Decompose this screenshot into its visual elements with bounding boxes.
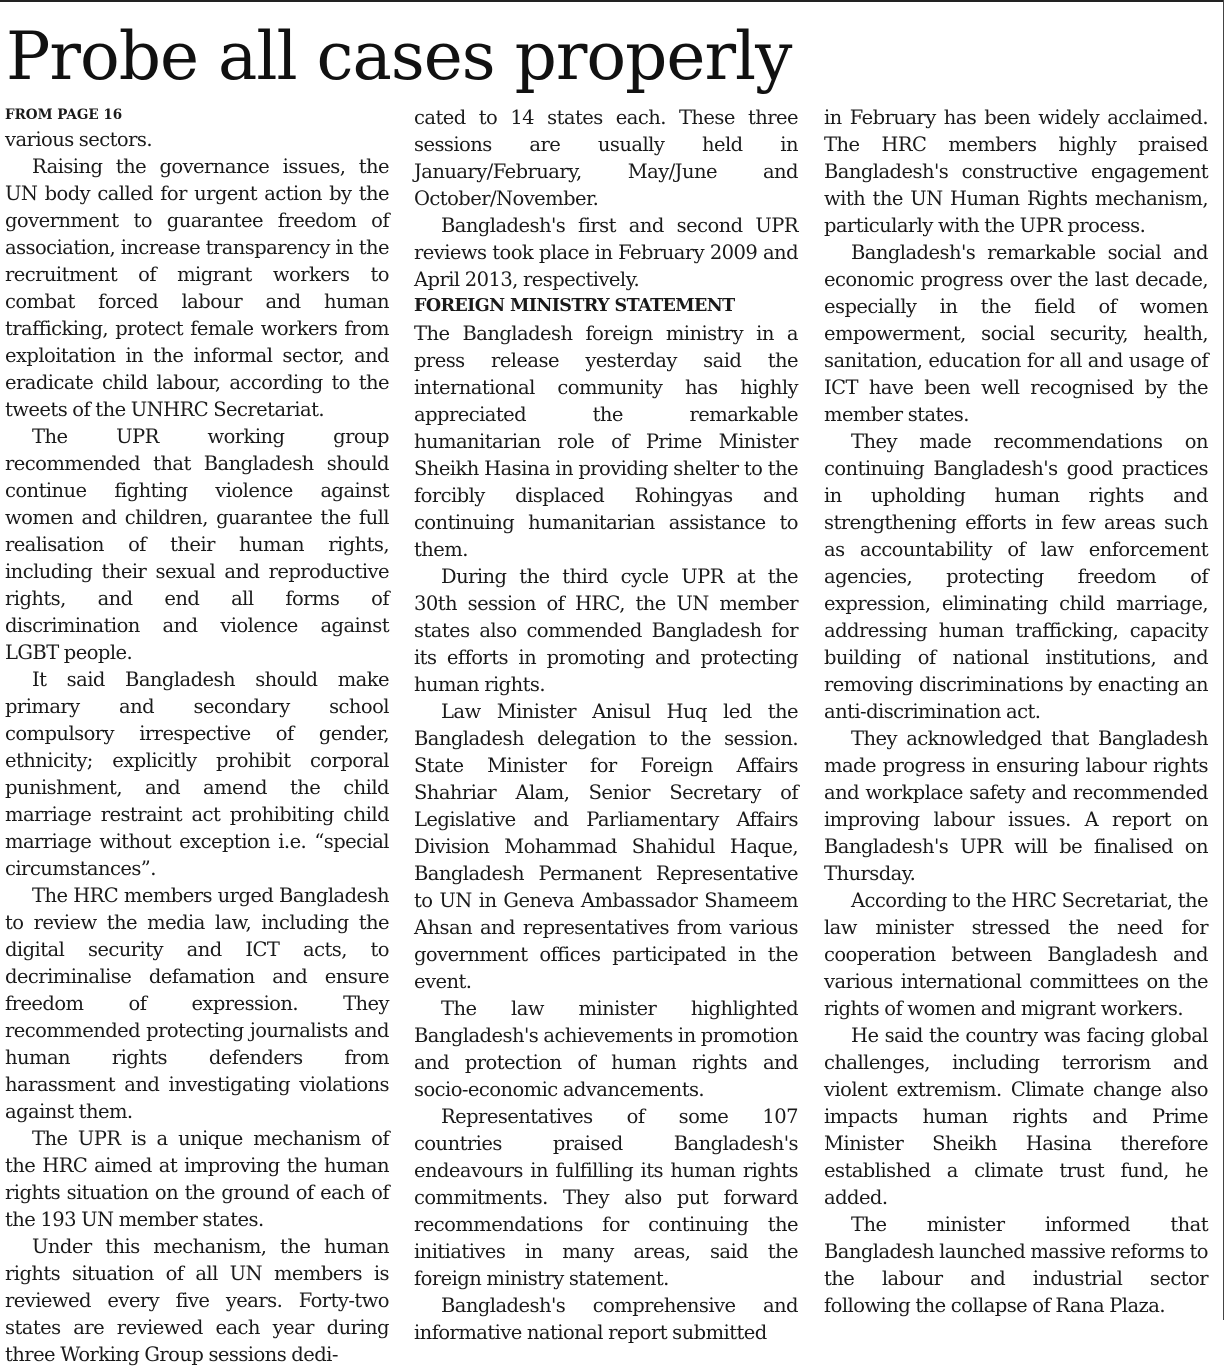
- column-3: [824, 104, 1208, 1318]
- paragraph: The law minister highlighted Bangladesh's achievements in promotion and protection of human rights and socio-economic advancements.: [414, 997, 798, 1101]
- paragraph: Law Minister Anisul Huq led the Bangladesh delegation to the session. State Minister for Foreign Affairs Shahriar Alam, Senior Secretary of Legislative and Parliamentary Affairs Division Mohammad Shahidul Haque, Bangladesh Permanent Representative to UN in Geneva Ambassador Shameem Ahsan and representatives from various government offices participated in the event.: [414, 700, 798, 993]
- paragraph: in February has been widely acclaimed. The HRC members highly praised Bangladesh's constructive engagement with the UN Human Rights mechanism, particularly with the UPR process.: [824, 106, 1208, 237]
- paragraph: various sectors.: [5, 128, 152, 151]
- paragraph: Bangladesh's first and second UPR reviews took place in February 2009 and April 2013, respectively.: [414, 214, 798, 291]
- paragraph: It said Bangladesh should make primary and secondary school compulsory irrespective of gender, ethnicity; explicitly prohibit corporal punishment, and amend the child marriage restraint act prohibiting child marriage without exception i.e. “special circumstances”.: [5, 668, 389, 880]
- jump-label: FROM PAGE 16: [5, 107, 123, 123]
- paragraph: They acknowledged that Bangladesh made progress in ensuring labour rights and workplace safety and recommended improving labour issues. A report on Bangladesh's UPR will be finalised on Thursday.: [824, 727, 1208, 885]
- paragraph: cated to 14 states each. These three sessions are usually held in January/February, May/June and October/November.: [414, 106, 798, 210]
- column-2: [414, 104, 798, 1344]
- top-rule: [0, 0, 1224, 2]
- column-rule: [1223, 0, 1224, 1320]
- paragraph: The minister informed that Bangladesh launched massive reforms to the labour and industrial sector following the collapse of Rana Plaza.: [824, 1213, 1208, 1317]
- paragraph: The UPR is a unique mechanism of the HRC aimed at improving the human rights situation on the ground of each of the 193 UN member states.: [5, 1127, 389, 1231]
- paragraph: According to the HRC Secretariat, the law minister stressed the need for cooperation between Bangladesh and various international committees on the rights of women and migrant workers.: [824, 889, 1208, 1020]
- section-subhead: FOREIGN MINISTRY STATEMENT: [414, 296, 735, 316]
- headline: Probe all cases properly: [6, 18, 792, 95]
- paragraph: During the third cycle UPR at the 30th session of HRC, the UN member states also commended Bangladesh for its efforts in promoting and protecting human rights.: [414, 565, 798, 696]
- paragraph: Raising the governance issues, the UN body called for urgent action by the government to guarantee freedom of association, increase transparency in the recruitment of migrant workers to combat forced labour and human trafficking, protect female workers from exploitation in the informal sector, and eradicate child labour, according to the tweets of the UNHRC Secretariat.: [5, 155, 389, 421]
- paragraph: The Bangladesh foreign ministry in a press release yesterday said the international community has highly appreciated the remarkable humanitarian role of Prime Minister Sheikh Hasina in providing shelter to the forcibly displaced Rohingyas and continuing humanitarian assistance to them.: [414, 322, 798, 561]
- paragraph: He said the country was facing global challenges, including terrorism and violent extremism. Climate change also impacts human rights and Prime Minister Sheikh Hasina therefore established a climate trust fund, he added.: [824, 1024, 1208, 1209]
- paragraph: The HRC members urged Bangladesh to review the media law, including the digital security and ICT acts, to decriminalise defamation and ensure freedom of expression. They recommended protecting journalists and human rights defenders from harassment and investigating violations against them.: [5, 884, 389, 1123]
- paragraph: They made recommendations on continuing Bangladesh's good practices in upholding human rights and strengthening efforts in few areas such as accountability of law enforcement agencies, protecting freedom of expression, eliminating child marriage, addressing human trafficking, capacity building of national institutions, and removing discriminations by enacting an anti-discrimination act.: [824, 430, 1208, 723]
- paragraph: The UPR working group recommended that Bangladesh should continue fighting violence against women and children, guarantee the full realisation of their human rights, including their sexual and reproductive rights, and end all forms of discrimination and violence against LGBT people.: [5, 425, 389, 664]
- column-1: [5, 104, 389, 1366]
- paragraph: Under this mechanism, the human rights situation of all UN members is reviewed every five years. Forty-two states are reviewed each year during three Working Group sessions dedi-: [5, 1235, 389, 1366]
- paragraph: Representatives of some 107 countries praised Bangladesh's endeavours in fulfilling its human rights commitments. They also put forward recommendations for continuing the initiatives in many areas, said the foreign ministry statement.: [414, 1105, 798, 1290]
- paragraph: Bangladesh's remarkable social and economic progress over the last decade, especially in the field of women empowerment, social security, health, sanitation, education for all and usage of ICT have been well recognised by the member states.: [824, 241, 1208, 426]
- paragraph: Bangladesh's comprehensive and informative national report submitted: [414, 1294, 798, 1344]
